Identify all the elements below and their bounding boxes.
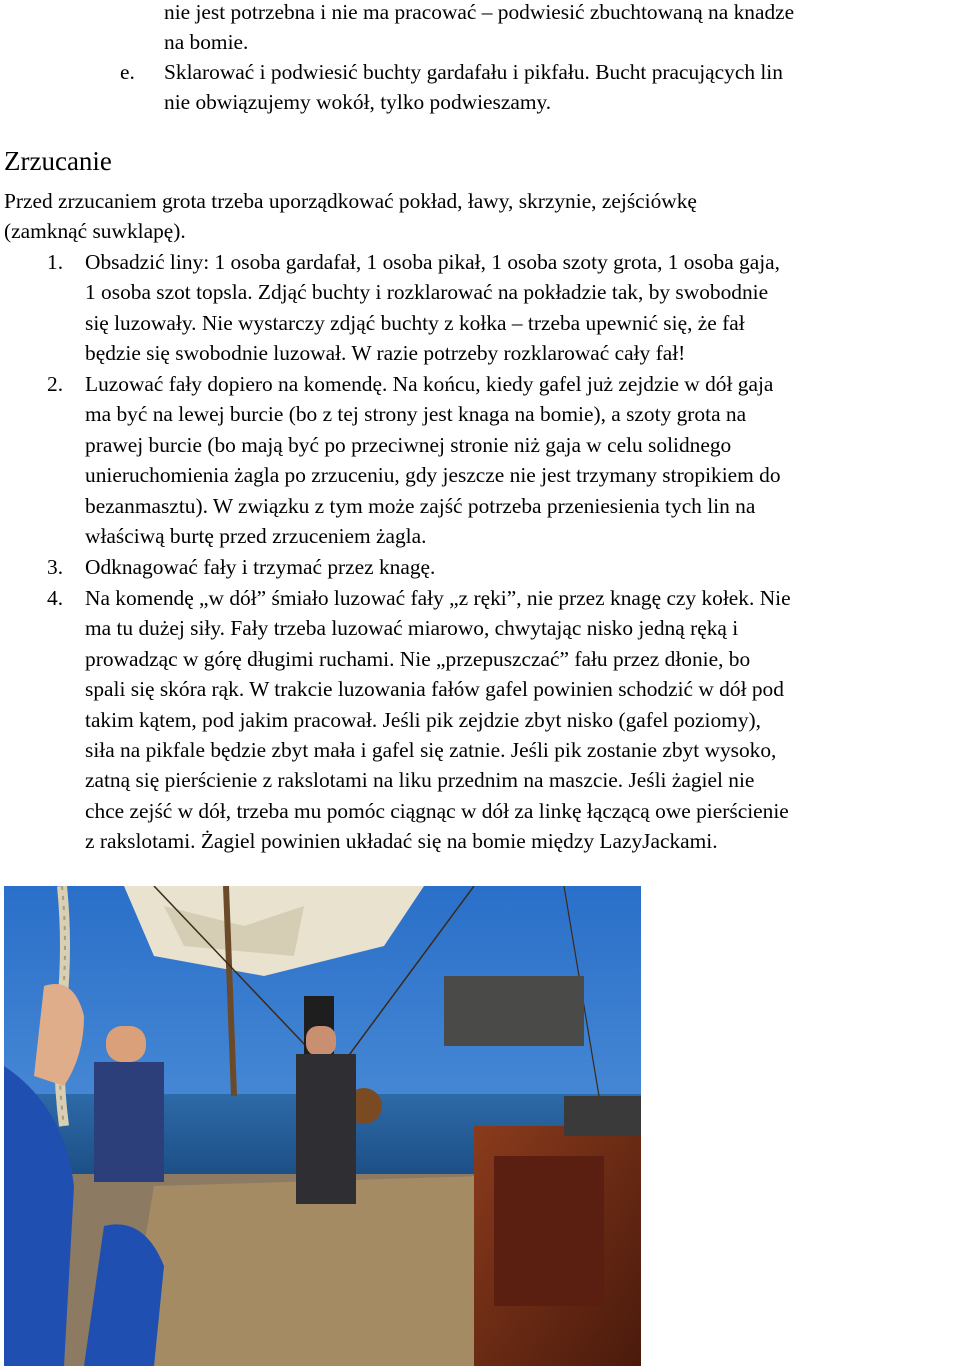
step-number: 1. xyxy=(47,250,64,274)
text-line: Przed zrzucaniem grota trzeba uporządkować pokład, ławy, skrzynie, zejściówkę xyxy=(4,189,697,213)
text-line: chce zejść w dół, trzeba mu pomóc ciągnąc w dół za linkę łączącą owe pierścienie xyxy=(85,798,789,823)
text-line: unieruchomienia żagla po zrzuceniu, gdy jeszcze nie jest trzymany stropikiem do xyxy=(85,463,781,488)
text-line: Na komendę „w dół” śmiało luzować fały „z ręki”, nie przez knagę czy kołek. Nie xyxy=(85,586,791,610)
text-line: Sklarować i podwiesić buchty gardafału i pikfału. Bucht pracujących lin xyxy=(164,60,783,84)
text-line: Obsadzić liny: 1 osoba gardafał, 1 osoba pikał, 1 osoba szoty grota, 1 osoba gaja, xyxy=(85,250,781,274)
step-number: 3. xyxy=(47,555,64,579)
sailing-crew-photo xyxy=(4,886,641,1366)
photo-illustration xyxy=(4,886,641,1366)
text-line: się luzowały. Nie wystarczy zdjąć buchty z kołka – trzeba upewnić się, że fał xyxy=(85,310,745,335)
text-line: będzie się swobodnie luzował. W razie potrzeby rozklarować cały fał! xyxy=(85,341,686,366)
text-line: z rakslotami. Żagiel powinien układać się na bomie między LazyJackami. xyxy=(85,829,718,854)
text-line: siła na pikfale będzie zbyt mała i gafel się zatnie. Jeśli pik zostanie zbyt wysoko, xyxy=(85,738,777,763)
section-heading: Zrzucanie xyxy=(4,146,112,176)
text-line: na bomie. xyxy=(164,30,249,55)
text-line: bezanmasztu). W związku z tym może zajść potrzeba przeniesienia tych lin na xyxy=(85,493,756,518)
text-line: właściwą burtę przed zrzuceniem żagla. xyxy=(85,524,427,549)
text-line: prawej burcie (bo mają być po przeciwnej stronie niż gaja w celu solidnego xyxy=(85,432,732,457)
list-marker: e. xyxy=(120,60,135,84)
text-line: ma być na lewej burcie (bo z tej strony jest knaga na bomie), a szoty grota na xyxy=(85,402,747,427)
text-line: Odknagować fały i trzymać przez knagę. xyxy=(85,555,436,579)
continued-list-item xyxy=(164,0,954,58)
text-line: ma tu dużej siły. Fały trzeba luzować miarowo, chwytając nisko jedną ręką i xyxy=(85,616,739,641)
text-line: 1 osoba szot topsla. Zdjąć buchty i rozklarować na pokładzie tak, by swobodnie xyxy=(85,280,769,305)
text-line: Luzować fały dopiero na komendę. Na końcu, kiedy gafel już zejdzie w dół gaja xyxy=(85,372,774,396)
step-number: 2. xyxy=(47,372,64,396)
text-line: takim kątem, pod jakim pracował. Jeśli pik zejdzie zbyt nisko (gafel poziomy), xyxy=(85,707,761,732)
text-line: spali się skóra rąk. W trakcie luzowania fałów gafel powinien schodzić w dół pod xyxy=(85,677,784,702)
text-line: prowadząc w górę długimi ruchami. Nie „przepuszczać” fału przez dłonie, bo xyxy=(85,646,751,671)
text-line: (zamknąć suwklapę). xyxy=(4,219,186,244)
text-line: nie obwiązujemy wokół, tylko podwieszamy. xyxy=(164,90,552,115)
section-intro xyxy=(4,186,954,247)
text-line: zatną się pierścienie z rakslotami na liku przednim na maszcie. Jeśli żagiel nie xyxy=(85,768,755,793)
step-number: 4. xyxy=(47,586,64,610)
text-line: nie jest potrzebna i nie ma pracować – podwiesić zbuchtowaną na knadze xyxy=(164,0,795,24)
